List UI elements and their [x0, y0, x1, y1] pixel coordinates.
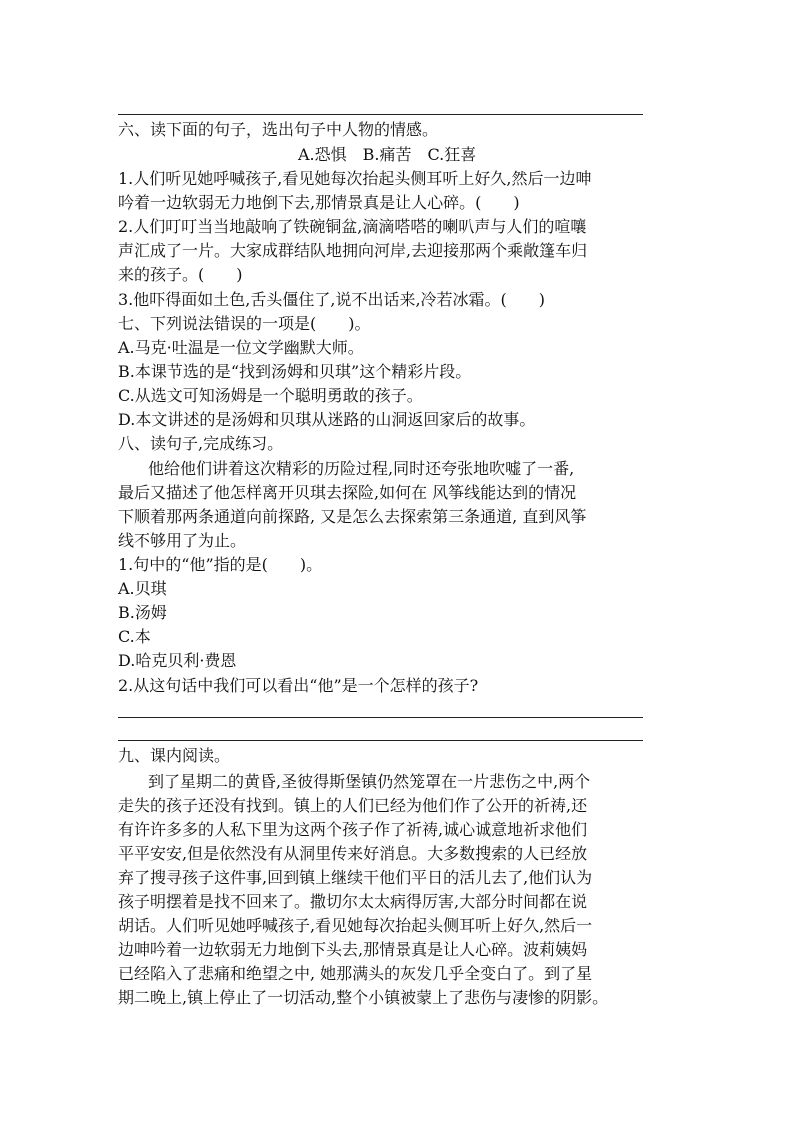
- answer-line-top: [118, 114, 643, 115]
- section6-title: 六、读下面的句子，选出句子中人物的情感。: [118, 120, 439, 139]
- section7-option-d: D.本文讲述的是汤姆和贝琪从迷路的山洞返回家后的故事。: [118, 410, 536, 429]
- section9-line8: 边呻吟着一边软弱无力地倒下头去,那情景真是让人心碎。波莉姨妈: [118, 940, 588, 959]
- section9-line7: 胡话。人们听见她呼喊孩子,看见她每次抬起头侧耳听上好久,然后一: [118, 916, 593, 935]
- section9-line10: 期二晚上,镇上停止了一切活动,整个小镇被蒙上了悲伤与凄惨的阴影。: [118, 988, 609, 1007]
- section9-line4: 平平安安,但是依然没有从洞里传来好消息。大多数搜索的人已经放: [118, 844, 588, 863]
- answer-line-2[interactable]: [118, 740, 643, 741]
- section9-line3: 有许许多多的人私下里为这两个孩子作了祈祷,诚心诚意地祈求他们: [118, 820, 588, 839]
- section8-q1-option-b: B.汤姆: [118, 603, 167, 622]
- section9-line9: 已经陷入了悲痛和绝望之中, 她那满头的灰发几乎全变白了。到了星: [118, 964, 593, 983]
- section6-q3: 3.他吓得面如土色,舌头僵住了,说不出话来,冷若冰霜。( ): [118, 290, 546, 309]
- section8-title: 八、读句子,完成练习。: [118, 434, 284, 453]
- section6-q1-line1: 1.人们听见她呼喊孩子,看见她每次抬起头侧耳听上好久,然后一边呻: [118, 169, 592, 188]
- section8-q2: 2.从这句话中我们可以看出“他”是一个怎样的孩子?: [118, 676, 479, 695]
- section8-passage-line3: 下顺着那两条通道向前探路, 又是怎么去探索第三条通道, 直到风筝: [118, 507, 587, 526]
- section8-q1-option-c: C.本: [118, 627, 151, 646]
- section7-option-a: A.马克·吐温是一位文学幽默大师。: [118, 338, 364, 357]
- section8-passage-line2: 最后又描述了他怎样离开贝琪去探险,如何在 风筝线能达到的情况: [118, 483, 577, 502]
- section7-option-c: C.从选文可知汤姆是一个聪明勇敢的孩子。: [118, 386, 423, 405]
- section6-options: A.恐惧 B.痛苦 C.狂喜: [298, 145, 477, 164]
- section8-passage-line1: 他给他们讲着这次精彩的历险过程,同时还夸张地吹嘘了一番,: [148, 459, 575, 478]
- section8-q1-option-d: D.哈克贝利·费恩: [118, 651, 237, 670]
- section9-line1: 到了星期二的黄昏,圣彼得斯堡镇仍然笼罩在一片悲伤之中,两个: [148, 772, 591, 791]
- section8-q1: 1.句中的“他”指的是( )。: [118, 555, 323, 574]
- answer-line-1[interactable]: [118, 717, 643, 718]
- section9-title: 九、课内阅读。: [118, 746, 231, 765]
- section6-q1-line2: 吟着一边软弱无力地倒下去,那情景真是让人心碎。( ): [118, 193, 520, 212]
- section9-line5: 弃了搜寻孩子这件事,回到镇上继续干他们平日的活儿去了,他们认为: [118, 868, 593, 887]
- section7-title: 七、下列说法错误的一项是( )。: [118, 314, 371, 333]
- section7-option-b: B.本课节选的是“找到汤姆和贝琪”这个精彩片段。: [118, 362, 472, 381]
- section8-passage-line4: 线不够用了为止。: [118, 531, 247, 550]
- section6-q2-line3: 来的孩子。( ): [118, 265, 243, 284]
- section9-line6: 孩子明摆着是找不回来了。撒切尔太太病得厉害,大部分时间都在说: [118, 892, 588, 911]
- section9-line2: 走失的孩子还没有找到。镇上的人们已经为他们作了公开的祈祷,还: [118, 796, 588, 815]
- section8-q1-option-a: A.贝琪: [118, 579, 167, 598]
- section6-q2-line2: 声汇成了一片。大家成群结队地拥向河岸,去迎接那两个乘敞篷车归: [118, 241, 588, 260]
- section6-q2-line1: 2.人们叮叮当当地敲响了铁碗铜盆,滴滴嗒嗒的喇叭声与人们的喧嚷: [118, 217, 587, 236]
